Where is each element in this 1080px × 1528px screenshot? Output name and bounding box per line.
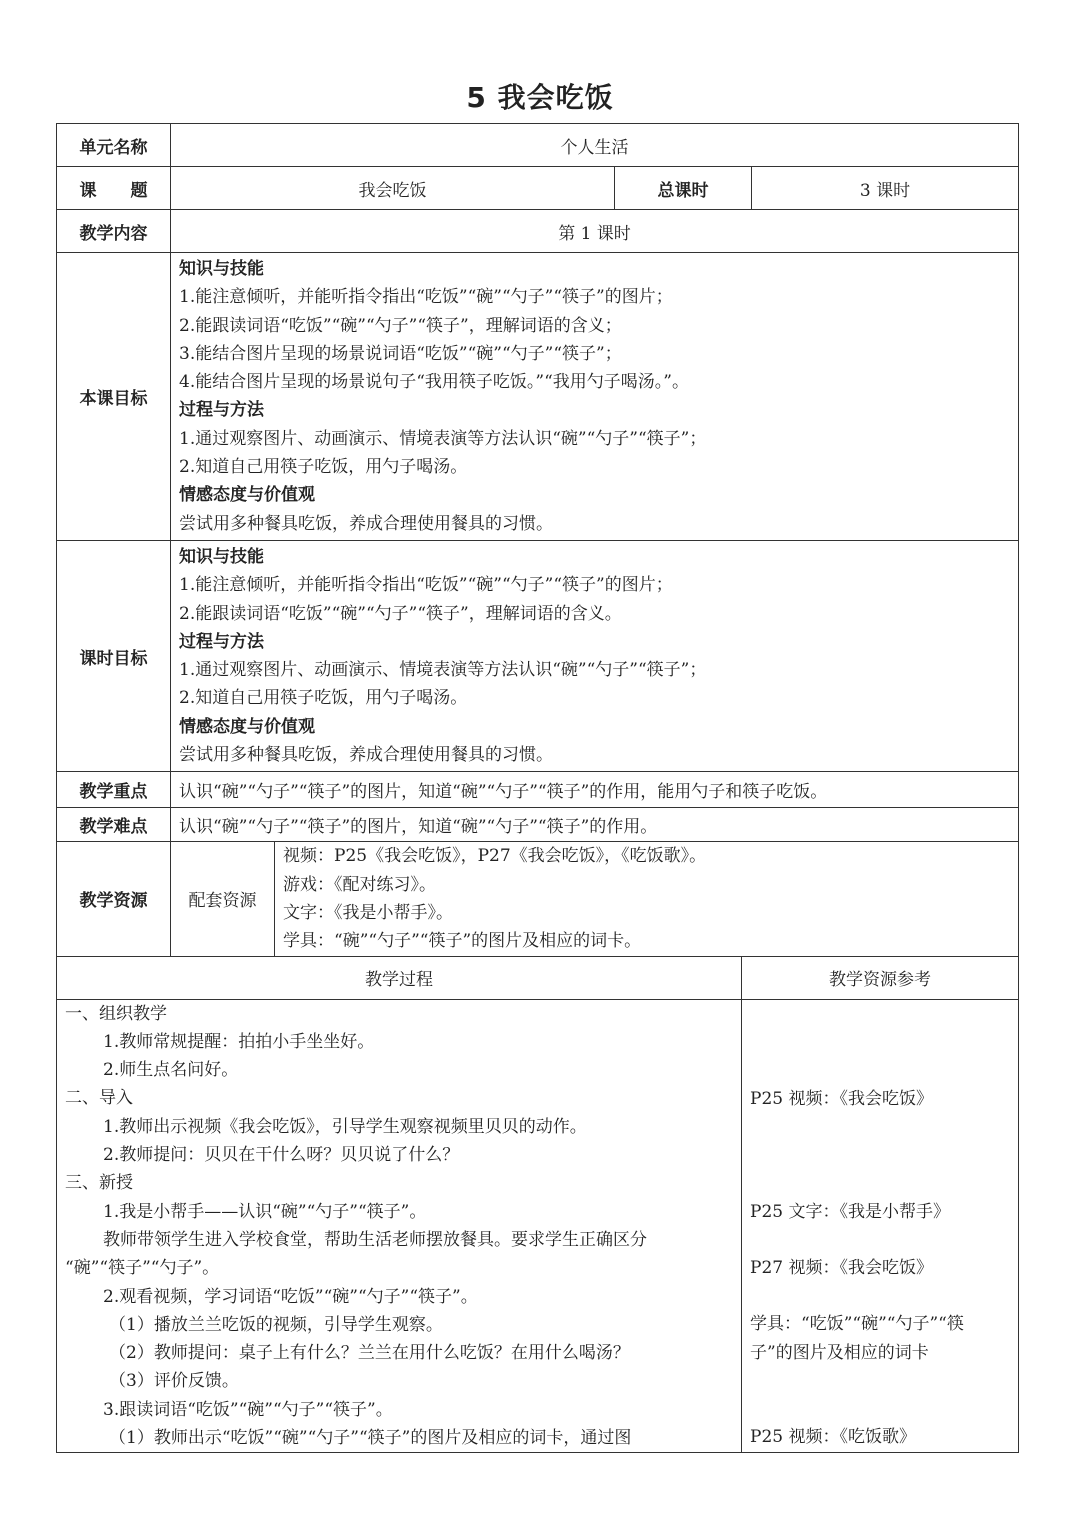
goal-line: 1.能注意倾听，并能听指令指出“吃饭”“碗”“勺子”“筷子”的图片； — [179, 575, 673, 596]
goal-line: 2.知道自己用筷子吃饭，用勺子喝汤。 — [179, 688, 468, 709]
topic-value: 我会吃饭 — [171, 167, 615, 210]
resource-item: 视频：P25《我会吃饭》，P27《我会吃饭》，《吃饭歌》。 — [283, 846, 707, 867]
process-line: （3）评价反馈。 — [109, 1371, 239, 1392]
lesson-plan-table — [56, 123, 1019, 1453]
process-header-row — [57, 956, 1019, 999]
resources-row — [57, 842, 1019, 956]
course-goal-content — [171, 253, 1019, 541]
reference-item: P25 文字：《我是小帮手》 — [750, 1201, 950, 1222]
process-line: 2.师生点名问好。 — [103, 1060, 239, 1081]
total-hours-value: 3 课时 — [752, 167, 1019, 210]
resource-reference-content — [742, 999, 1019, 1453]
goal-line: 1.能注意倾听，并能听指令指出“吃饭”“碗”“勺子”“筷子”的图片； — [179, 287, 673, 308]
process-line: 1.教师常规提醒：拍拍小手坐坐好。 — [103, 1031, 375, 1052]
process-line: 1.教师出示视频《我会吃饭》，引导学生观察视频里贝贝的动作。 — [103, 1116, 587, 1137]
topic-row — [57, 167, 1019, 210]
goal-heading: 过程与方法 — [179, 400, 264, 421]
goal-heading: 情感态度与价值观 — [179, 485, 315, 506]
lesson-goal-label: 课时目标 — [57, 540, 171, 771]
course-goal-row — [57, 253, 1019, 541]
course-goal-label: 本课目标 — [57, 253, 171, 541]
process-line: （1）播放兰兰吃饭的视频，引导学生观察。 — [109, 1314, 443, 1335]
process-line: 3.跟读词语“吃饭”“碗”“勺子”“筷子”。 — [103, 1399, 393, 1420]
goal-line: 尝试用多种餐具吃饭，养成合理使用餐具的习惯。 — [179, 745, 553, 766]
lesson-goal-content — [171, 540, 1019, 771]
key-point-row — [57, 772, 1019, 808]
process-line: （1）教师出示“吃饭”“碗”“勺子”“筷子”的图片及相应的词卡，通过图 — [109, 1427, 632, 1448]
goal-line: 4.能结合图片呈现的场景说句子“我用筷子吃饭。”“我用勺子喝汤。”。 — [179, 372, 689, 393]
process-line: “碗”“筷子”“勺子”。 — [65, 1258, 220, 1279]
process-line: 2.观看视频，学习词语“吃饭”“碗”“勺子”“筷子”。 — [103, 1286, 478, 1307]
total-hours-label: 总课时 — [615, 167, 752, 210]
key-point-label: 教学重点 — [57, 772, 171, 808]
process-line: 1.我是小帮手——认识“碗”“勺子”“筷子”。 — [103, 1201, 427, 1222]
resource-item: 文字：《我是小帮手》。 — [283, 902, 453, 923]
content-row — [57, 210, 1019, 253]
process-line: 教师带领学生进入学校食堂，帮助生活老师摆放餐具。要求学生正确区分 — [103, 1229, 647, 1250]
resources-sublabel: 配套资源 — [171, 842, 275, 956]
reference-item: P25 视频：《我会吃饭》 — [750, 1088, 933, 1109]
process-line: 二、导入 — [65, 1088, 133, 1109]
resources-list — [275, 842, 1019, 956]
goal-line: 1.通过观察图片、动画演示、情境表演等方法认识“碗”“勺子”“筷子”； — [179, 428, 707, 449]
topic-label: 课 题 — [57, 167, 171, 210]
reference-item: P25 视频：《吃饭歌》 — [750, 1427, 916, 1448]
page-title: 5 我会吃饭 — [466, 81, 614, 114]
unit-label: 单元名称 — [57, 124, 171, 167]
process-line: 2.教师提问：贝贝在干什么呀？贝贝说了什么？ — [103, 1145, 460, 1166]
reference-item: 子”的图片及相应的词卡 — [750, 1342, 929, 1363]
goal-line: 1.通过观察图片、动画演示、情境表演等方法认识“碗”“勺子”“筷子”； — [179, 660, 707, 681]
resource-item: 游戏：《配对练习》。 — [283, 874, 436, 895]
process-line: （2）教师提问：桌子上有什么？兰兰在用什么吃饭？在用什么喝汤？ — [109, 1343, 630, 1364]
goal-line: 尝试用多种餐具吃饭，养成合理使用餐具的习惯。 — [179, 513, 553, 534]
resources-label: 教学资源 — [57, 842, 171, 956]
goal-heading: 情感态度与价值观 — [179, 716, 315, 737]
content-value: 第 1 课时 — [171, 210, 1019, 253]
goal-line: 2.能跟读词语“吃饭”“碗”“勺子”“筷子”，理解词语的含义。 — [179, 603, 622, 624]
goal-line: 2.知道自己用筷子吃饭，用勺子喝汤。 — [179, 457, 468, 478]
process-header: 教学过程 — [57, 956, 742, 999]
reference-item: P27 视频：《我会吃饭》 — [750, 1258, 933, 1279]
goal-heading: 知识与技能 — [179, 259, 264, 279]
process-body-row — [57, 999, 1019, 1453]
difficulty-value: 认识“碗”“勺子”“筷子”的图片，知道“碗”“勺子”“筷子”的作用。 — [171, 808, 1019, 842]
lesson-goal-row — [57, 540, 1019, 771]
difficulty-label: 教学难点 — [57, 808, 171, 842]
goal-heading: 过程与方法 — [179, 631, 264, 652]
reference-item: 学具：“吃饭”“碗”“勺子”“筷 — [750, 1314, 964, 1335]
process-content — [57, 999, 742, 1453]
goal-line: 2.能跟读词语“吃饭”“碗”“勺子”“筷子”，理解词语的含义； — [179, 315, 622, 336]
difficulty-row — [57, 808, 1019, 842]
resource-item: 学具：“碗”“勺子”“筷子”的图片及相应的词卡。 — [283, 931, 642, 952]
process-line: 一、组织教学 — [65, 1003, 167, 1024]
unit-row — [57, 124, 1019, 167]
content-label: 教学内容 — [57, 210, 171, 253]
unit-value: 个人生活 — [171, 124, 1019, 167]
key-point-value: 认识“碗”“勺子”“筷子”的图片，知道“碗”“勺子”“筷子”的作用，能用勺子和筷子吃饭。 — [171, 772, 1019, 808]
goal-heading: 知识与技能 — [179, 546, 264, 567]
goal-line: 3.能结合图片呈现的场景说词语“吃饭”“碗”“勺子”“筷子”； — [179, 343, 622, 364]
process-line: 三、新授 — [65, 1173, 133, 1194]
resource-reference-header: 教学资源参考 — [742, 956, 1019, 999]
